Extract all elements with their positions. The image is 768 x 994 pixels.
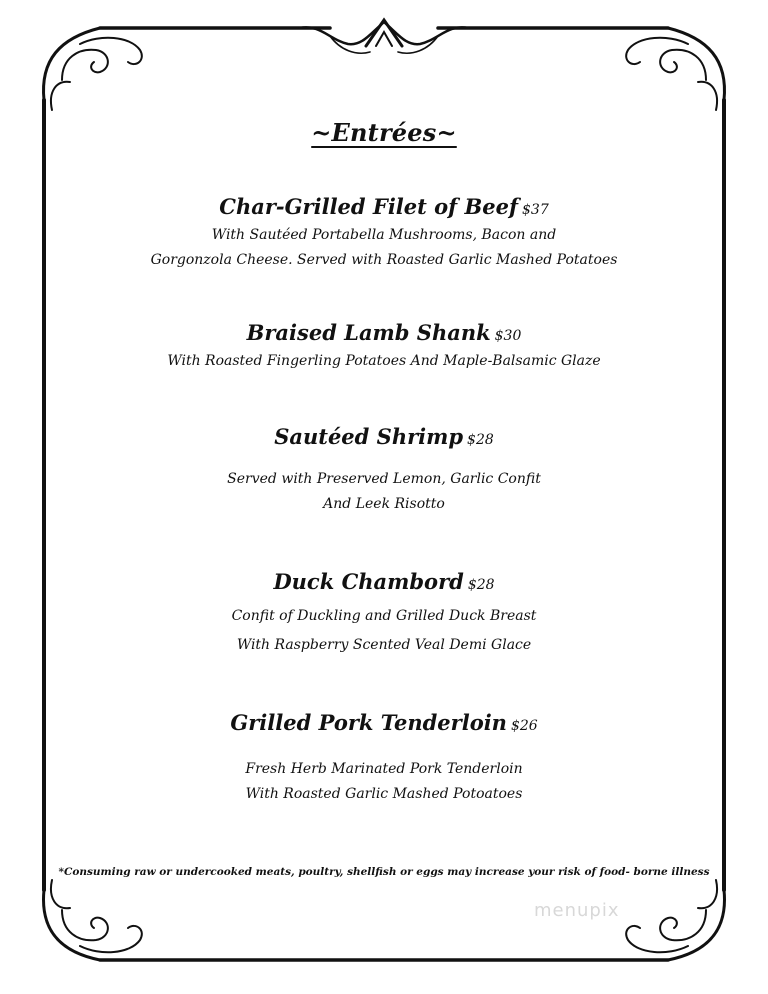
item-price: $28 [467,432,494,448]
menu-item-shrimp [0,424,768,517]
item-description: And Leek Risotto [323,496,445,512]
item-price: $28 [467,577,495,593]
item-description: With Roasted Garlic Mashed Potoatoes [245,786,523,802]
item-name: Sautéed Shrimp $28 [274,424,494,449]
item-name: Duck Chambord $28 [273,569,495,594]
item-description: With Sautéed Portabella Mushrooms, Bacon and [211,227,557,243]
item-name: Braised Lamb Shank $30 [246,320,522,345]
menu-item-lamb [0,320,768,374]
item-description: With Raspberry Scented Veal Demi Glace [236,637,532,653]
item-name: Grilled Pork Tenderloin $26 [230,710,538,735]
menu-item-filet [0,194,768,273]
item-price: $30 [494,328,522,344]
watermark: menupix [534,900,620,921]
item-description: Confit of Duckling and Grilled Duck Breast [231,608,537,624]
item-description: Gorgonzola Cheese. Served with Roasted Garlic Mashed Potatoes [150,252,618,268]
menu-item-pork [0,710,768,807]
item-description: With Roasted Fingerling Potatoes And Maple-Balsamic Glaze [167,353,601,369]
item-price: $37 [522,202,549,218]
health-disclaimer: *Consuming raw or undercooked meats, poultry, shellfish or eggs may increase your risk of food- borne illness [58,866,710,878]
menu-item-duck [0,569,768,658]
item-description: Served with Preserved Lemon, Garlic Confit [227,471,541,487]
item-price: $26 [510,718,538,734]
item-name: Char-Grilled Filet of Beef $37 [219,194,549,219]
item-description: Fresh Herb Marinated Pork Tenderloin [245,761,523,777]
section-title: ~Entrées~ [311,118,457,147]
